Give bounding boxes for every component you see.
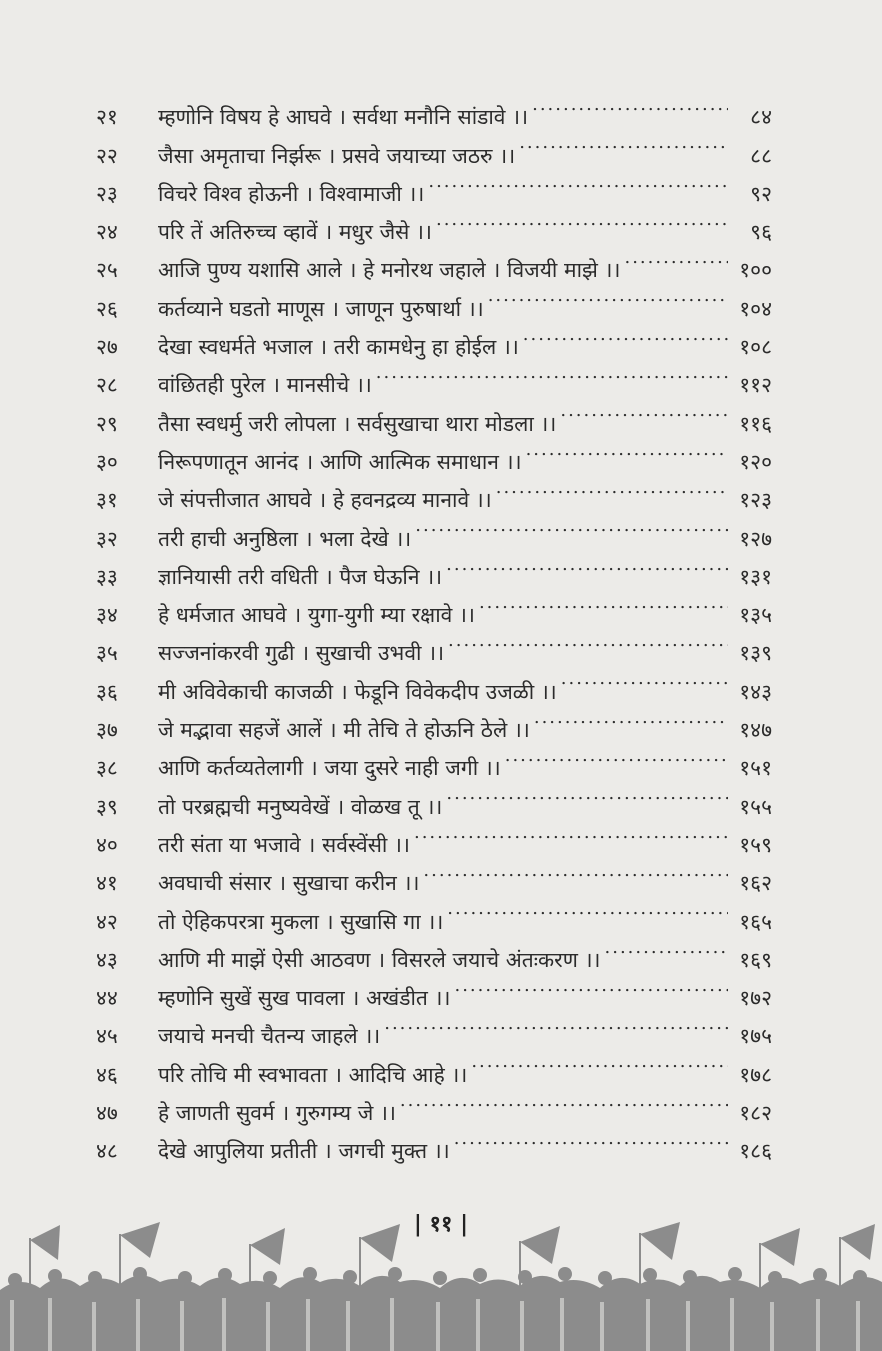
toc-number: ३६ xyxy=(96,679,118,704)
leader-dots xyxy=(400,1082,728,1120)
toc-number: ४१ xyxy=(96,871,118,896)
toc-page: ११२ xyxy=(739,373,772,398)
toc-number: २१ xyxy=(96,105,118,130)
toc-number: ३७ xyxy=(96,718,118,743)
toc-number: २३ xyxy=(96,181,118,206)
toc-number: ४६ xyxy=(96,1062,118,1087)
toc-number: २९ xyxy=(96,411,118,436)
toc-page: १०८ xyxy=(739,335,772,360)
toc-page: १३९ xyxy=(739,641,772,666)
leader-dots xyxy=(428,163,728,201)
toc-number: ३२ xyxy=(96,526,118,551)
toc-page: १५१ xyxy=(739,756,772,781)
toc-title: ज्ञानियासी तरी वधिती । पैज घेऊनि ।। xyxy=(158,564,443,589)
toc-title: परि तें अतिरुच्च व्हावें । मधुर जैसे ।। xyxy=(158,220,432,245)
toc-page: १५९ xyxy=(739,832,772,857)
toc-title: जैसा अमृताचा निर्झरू । प्रसवे जयाच्या जठरु ।। xyxy=(158,143,516,168)
toc-title: आणि मी माझें ऐसी आठवण । विसरले जयाचे अंतःकरण ।। xyxy=(158,947,601,972)
toc-title: आणि कर्तव्यतेलागी । जया दुसरे नाही जगी ।। xyxy=(158,756,501,781)
toc-page: १७२ xyxy=(739,986,772,1011)
toc-page: १६९ xyxy=(739,947,772,972)
toc-number: ४८ xyxy=(96,1139,118,1164)
toc-page: १०४ xyxy=(739,296,772,321)
toc-number: ३८ xyxy=(96,756,118,781)
toc-title: कर्तव्याने घडतो माणूस । जाणून पुरुषार्था ।। xyxy=(158,296,484,321)
toc-title: विचरे विश्व होऊनी । विश्वामाजी ।। xyxy=(158,181,425,206)
toc-page: ११६ xyxy=(739,411,772,436)
toc-title: तरी हाची अनुष्ठिला । भला देखे ।। xyxy=(158,526,412,551)
leader-dots xyxy=(447,890,728,928)
toc-page: १६२ xyxy=(739,871,772,896)
toc-page: १४३ xyxy=(739,679,772,704)
toc-title: सज्जनांकरवी गुढी । सुखाची उभवी ।। xyxy=(158,641,445,666)
leader-dots xyxy=(446,546,728,584)
leader-dots xyxy=(624,239,728,277)
toc-page: १२७ xyxy=(739,526,772,551)
toc-number: ३९ xyxy=(96,794,118,819)
toc-page: १८२ xyxy=(739,1101,772,1126)
toc-page: १५५ xyxy=(739,794,772,819)
toc-number: ४२ xyxy=(96,909,118,934)
toc-page: १४७ xyxy=(739,718,772,743)
toc-page: ८४ xyxy=(750,105,772,130)
toc-number: २४ xyxy=(96,220,118,245)
toc-title: तैसा स्वधर्मु जरी लोपला । सर्वसुखाचा थारा मोडला ।। xyxy=(158,411,557,436)
toc-title: म्हणोनि सुखें सुख पावला । अखंडीत ।। xyxy=(158,986,451,1011)
leader-dots xyxy=(446,775,728,813)
toc-page: १८६ xyxy=(739,1139,772,1164)
toc-number: २८ xyxy=(96,373,118,398)
toc-number: २६ xyxy=(96,296,118,321)
toc-title: जयाचे मनची चैतन्य जाहले ।। xyxy=(158,1024,381,1049)
table-of-contents xyxy=(96,86,772,1164)
toc-number: ४३ xyxy=(96,947,118,972)
leader-dots xyxy=(560,392,728,430)
toc-title: तरी संता या भजावे । सर्वस्वेंसी ।। xyxy=(158,832,410,857)
toc-title: हे जाणती सुवर्म । गुरुगम्य जे ।। xyxy=(158,1101,396,1126)
toc-number: ३१ xyxy=(96,488,118,513)
toc-page: ९६ xyxy=(750,220,772,245)
leader-dots xyxy=(384,1005,728,1043)
toc-number: ३३ xyxy=(96,564,118,589)
leader-dots xyxy=(519,124,728,162)
toc-title: निरूपणातून आनंद । आणि आत्मिक समाधान ।। xyxy=(158,449,522,474)
toc-title: तो परब्रह्मची मनुष्यवेखें । वोळख तू ।। xyxy=(158,794,443,819)
toc-number: ४० xyxy=(96,832,118,857)
toc-title: वांछितही पुरेल । मानसीचे ।। xyxy=(158,373,372,398)
toc-number: ४५ xyxy=(96,1024,118,1049)
leader-dots xyxy=(605,929,728,967)
toc-number: २५ xyxy=(96,258,118,283)
leader-dots xyxy=(505,737,728,775)
toc-page: १०० xyxy=(739,258,772,283)
toc-number: २७ xyxy=(96,335,118,360)
leader-dots xyxy=(454,967,728,1005)
toc-row xyxy=(96,86,772,130)
toc-title: देखा स्वधर्मते भजाल । तरी कामधेनु हा होईल ।। xyxy=(158,335,519,360)
leader-dots xyxy=(448,622,728,660)
leader-dots xyxy=(454,1120,728,1158)
toc-title: हे धर्मजात आघवे । युगा-युगी म्या रक्षावे ।। xyxy=(158,603,475,628)
toc-number: ४७ xyxy=(96,1101,118,1126)
leader-dots xyxy=(471,1043,728,1081)
toc-title: जे मद्भावा सहजें आलें । मी तेचि ते होऊनि ठेले ।। xyxy=(158,718,530,743)
leader-dots xyxy=(414,814,728,852)
leader-dots xyxy=(415,507,728,545)
crowd-silhouette-illustration xyxy=(0,1220,882,1351)
toc-title: अवघाची संसार । सुखाचा करीन ।। xyxy=(158,871,420,896)
toc-page: १२० xyxy=(739,449,772,474)
toc-page: १२३ xyxy=(739,488,772,513)
toc-page: ९२ xyxy=(750,181,772,206)
leader-dots xyxy=(534,699,728,737)
toc-page: १३५ xyxy=(739,603,772,628)
toc-number: ३० xyxy=(96,449,118,474)
toc-title: देखे आपुलिया प्रतीती । जगची मुक्त ।। xyxy=(158,1139,450,1164)
toc-page: ८८ xyxy=(750,143,772,168)
leader-dots xyxy=(532,86,728,124)
toc-number: २२ xyxy=(96,143,118,168)
toc-title: तो ऐहिकपरत्रा मुकला । सुखासि गा ।। xyxy=(158,909,444,934)
toc-page: १६५ xyxy=(739,909,772,934)
toc-number: ३५ xyxy=(96,641,118,666)
leader-dots xyxy=(526,431,728,469)
toc-title: जे संपत्तीजात आघवे । हे हवनद्रव्य मानावे ।। xyxy=(158,488,492,513)
leader-dots xyxy=(376,354,728,392)
leader-dots xyxy=(436,201,728,239)
toc-number: ३४ xyxy=(96,603,118,628)
leader-dots xyxy=(561,660,728,698)
toc-page: १३१ xyxy=(739,564,772,589)
toc-page: १७८ xyxy=(739,1062,772,1087)
leader-dots xyxy=(496,469,728,507)
page-number: | ११ | xyxy=(413,1211,469,1237)
leader-dots xyxy=(479,584,728,622)
toc-title: म्हणोनि विषय हे आघवे । सर्वथा मनौनि सांडावे ।। xyxy=(158,105,529,130)
toc-title: आजि पुण्य यशासि आले । हे मनोरथ जहाले । विजयी माझे ।। xyxy=(158,258,621,283)
leader-dots xyxy=(523,316,728,354)
toc-number: ४४ xyxy=(96,986,118,1011)
toc-page: १७५ xyxy=(739,1024,772,1049)
toc-title: परि तोचि मी स्वभावता । आदिचि आहे ।। xyxy=(158,1062,468,1087)
leader-dots xyxy=(423,852,728,890)
toc-title: मी अविवेकाची काजळी । फेडूनि विवेकदीप उजळी ।। xyxy=(158,679,557,704)
leader-dots xyxy=(488,277,728,315)
